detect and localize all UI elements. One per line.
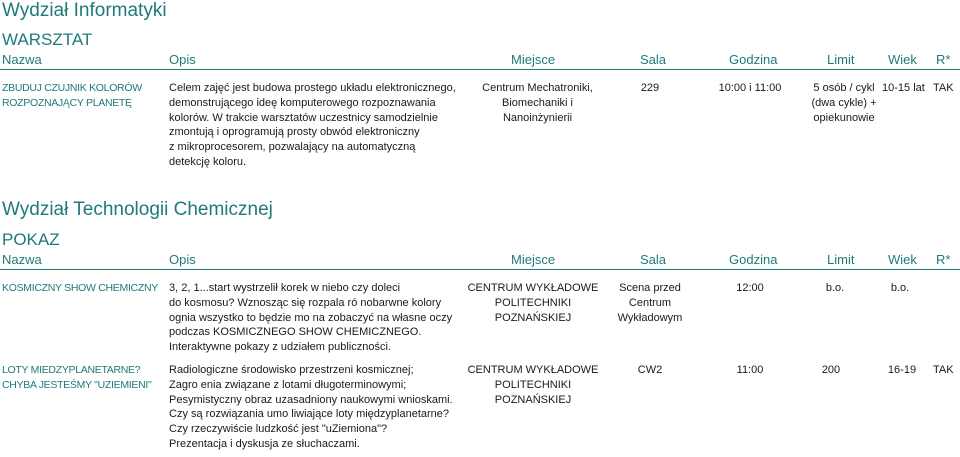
- event-time: [710, 281, 790, 296]
- event-name-line: ROZPOZNAJĄCY PLANETĘ: [2, 97, 132, 109]
- description-line: podczas KOSMICZNEGO SHOW CHEMICZNEGO.: [169, 326, 422, 339]
- time-line: 10:00 i 11:00: [718, 82, 782, 94]
- description-line: Interaktywne pokazy z udziałem publiczności.: [169, 341, 391, 354]
- place-line: CENTRUM WYKŁADOWE: [467, 282, 599, 294]
- age-line: 16-19: [887, 364, 917, 376]
- header-r: R*: [936, 252, 951, 267]
- description-line: Celem zajęć jest budowa prostego układu elektronicznego,: [169, 82, 456, 94]
- place-line: CENTRUM WYKŁADOWE: [467, 364, 599, 376]
- event-name-line: ZBUDUJ CZUJNIK KOLORÓW: [2, 82, 142, 94]
- description-line: Radiologiczne środowisko przestrzeni kosmicznej;: [169, 364, 414, 376]
- limit-line: (dwa cykle) +: [811, 96, 877, 109]
- room-line: CW2: [637, 364, 663, 376]
- description-line: z mikroprocesorem, pozwalający na automatyczną: [169, 141, 416, 154]
- header-place: Miejsce: [511, 252, 556, 267]
- registration-line: TAK: [933, 364, 954, 376]
- description-line: Prezentacja i dyskusja ze słuchaczami.: [169, 437, 360, 450]
- department-title: Wydział Informatyki: [2, 0, 167, 21]
- place-line: Biomechaniki i: [502, 96, 573, 109]
- description-line: ognia wszystko to będzie mo na zobaczyć na własne oczy: [169, 311, 453, 324]
- event-age: [872, 281, 928, 296]
- description-line: kolorów. W trakcie warsztatów uczestnicy samodzielnie: [169, 111, 438, 124]
- header-description: Opis: [169, 252, 196, 267]
- registration-line: TAK: [933, 82, 954, 94]
- event-type-title: WARSZTAT: [2, 30, 93, 49]
- header-rule: [0, 69, 960, 70]
- event-name-line: CHYBA JESTEŚMY "UZIEMIENI": [2, 379, 152, 391]
- event-description: [169, 363, 453, 452]
- header-place: Miejsce: [511, 52, 556, 67]
- event-place: [455, 81, 620, 125]
- description-line: Czy rzeczywiście ludzkość jest "uZiemiona"?: [169, 423, 388, 436]
- limit-line: b.o.: [825, 282, 845, 294]
- event-place: [458, 281, 608, 325]
- event-age: [880, 363, 924, 378]
- room-line: 229: [640, 82, 660, 94]
- department-title: Wydział Technologii Chemicznej: [2, 199, 273, 220]
- limit-line: opiekunowie: [813, 111, 875, 124]
- description-line: Czy są rozwiązania umo liwiające loty międzyplanetarne?: [169, 408, 450, 421]
- age-line: 10-15 lat: [882, 82, 925, 94]
- place-line: POZNAŃSKIEJ: [494, 311, 572, 324]
- event-room: [607, 281, 693, 325]
- description-line: 3, 2, 1...start wystrzelił korek w niebo czy doleci: [169, 282, 401, 294]
- header-rule: [0, 269, 960, 270]
- header-age: Wiek: [888, 252, 917, 267]
- place-line: Nanoinżynierii: [502, 111, 573, 124]
- event-time: [700, 81, 800, 96]
- place-line: POZNAŃSKIEJ: [494, 393, 572, 406]
- description-line: detekcję koloru.: [169, 155, 247, 168]
- place-line: POLITECHNIKI: [494, 296, 572, 309]
- room-line: Scena przed: [619, 282, 681, 294]
- header-limit: Limit: [827, 52, 855, 67]
- description-line: Pesymistyczny obraz uzasadniony naukowymi wnioskami.: [169, 393, 453, 406]
- room-line: Wykładowym: [617, 311, 683, 324]
- header-age: Wiek: [888, 52, 917, 67]
- header-room: Sala: [640, 252, 667, 267]
- description-line: Zagro enia związane z lotami długoterminowymi;: [169, 378, 407, 391]
- header-description: Opis: [169, 52, 196, 67]
- event-registration: [933, 81, 954, 96]
- event-age: [882, 81, 925, 96]
- event-name: [2, 81, 142, 111]
- header-time: Godzina: [729, 52, 778, 67]
- header-room: Sala: [640, 52, 667, 67]
- event-name: [2, 281, 158, 296]
- room-line: Centrum: [628, 296, 672, 309]
- description-line: zmontują i oprogramują prosty obwód elektroniczny: [169, 126, 420, 139]
- event-type-title: POKAZ: [2, 230, 60, 249]
- limit-line: 200: [821, 364, 841, 376]
- header-r: R*: [936, 52, 951, 67]
- event-time: [710, 363, 790, 378]
- event-name-line: LOTY MIEDZYPLANETARNE?: [2, 364, 141, 376]
- limit-line: 5 osób / cykl: [813, 82, 875, 94]
- header-limit: Limit: [827, 252, 855, 267]
- place-line: POLITECHNIKI: [494, 378, 572, 391]
- header-time: Godzina: [729, 252, 778, 267]
- description-line: demonstrującego ideę komputerowego rozpoznawania: [169, 96, 436, 109]
- event-name: [2, 363, 151, 393]
- description-line: do kosmosu? Wznosząc się rozpala ró nobarwne kolory: [169, 296, 442, 309]
- event-limit: [810, 363, 852, 378]
- header-name: Nazwa: [2, 252, 42, 267]
- age-line: b.o.: [890, 282, 910, 294]
- event-description: [169, 281, 452, 355]
- event-name-line: KOSMICZNY SHOW CHEMICZNY: [2, 282, 158, 294]
- time-line: 12:00: [736, 282, 764, 294]
- event-description: [169, 81, 456, 170]
- event-room: [610, 363, 690, 378]
- event-limit: [798, 81, 890, 125]
- header-name: Nazwa: [2, 52, 42, 67]
- event-room: [610, 81, 690, 96]
- event-registration: [933, 363, 954, 378]
- place-line: Centrum Mechatroniki,: [482, 82, 593, 94]
- event-limit: [805, 281, 865, 296]
- event-place: [458, 363, 608, 407]
- time-line: 11:00: [736, 364, 764, 376]
